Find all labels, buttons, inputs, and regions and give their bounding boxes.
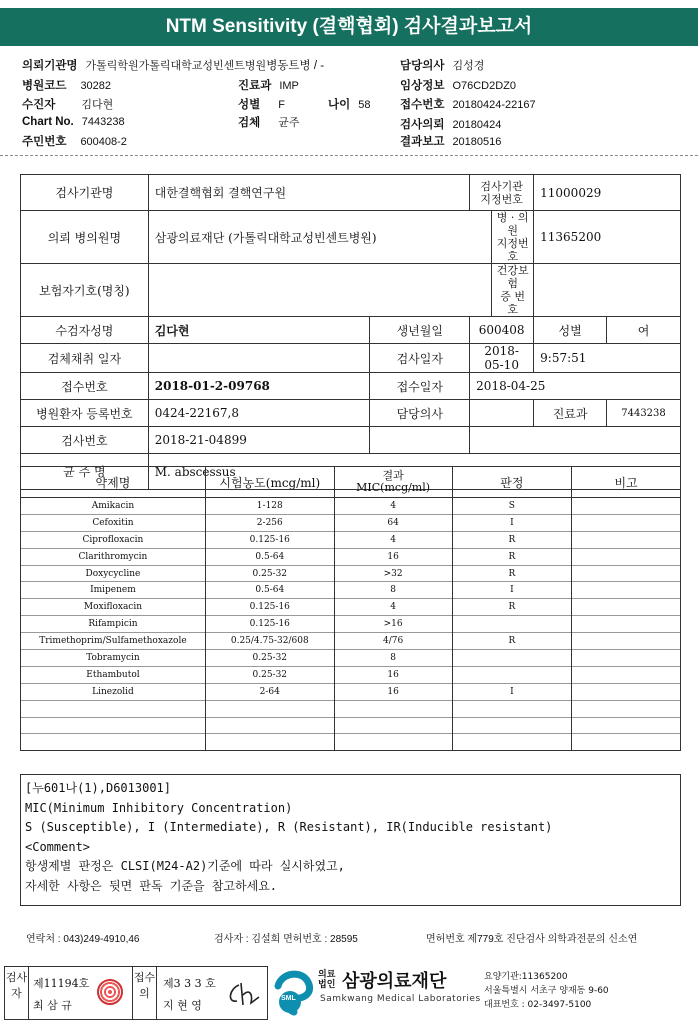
- drug-note: [572, 565, 681, 582]
- reception-date-value: 2018-04-25: [470, 373, 681, 400]
- reception-no-label: 접수번호: [21, 373, 149, 400]
- chart-field: Chart No. 7443238: [22, 116, 125, 128]
- license-text: 면허번호 제779호 진단검사 의학과전문의 신소연: [426, 934, 638, 945]
- strain-label: 균 주 명: [21, 454, 149, 490]
- institution-row: 의뢰기관명 가톨릭학원가톨릭대학교성빈센트병원병동트병 / -: [22, 60, 325, 72]
- drug-row: [21, 582, 681, 599]
- patient-field: 수진자 김다현: [22, 99, 114, 111]
- sig2-label: 접수의: [133, 967, 157, 1019]
- contact-text: 연락처 : 043)249-4910,46: [26, 934, 140, 945]
- drug-note: [572, 599, 681, 616]
- drug-row: [21, 531, 681, 548]
- hospital-label: 의뢰 병의원명: [21, 211, 149, 264]
- drug-row: [21, 498, 681, 515]
- drug-judge: R: [452, 633, 572, 650]
- dept-value: 7443238: [607, 400, 681, 427]
- age-field: 나이 58: [328, 99, 371, 111]
- lab-id-label: 검사기관 지정번호: [470, 175, 534, 211]
- org-block: [272, 966, 692, 1022]
- doctor-field: 담당의사 김성경: [400, 60, 485, 72]
- drug-judge: I: [452, 514, 572, 531]
- health-label: 건강보험 증 번 호: [492, 264, 534, 317]
- drug-name: Doxycycline: [21, 565, 206, 582]
- seal-stamp-icon: [97, 979, 123, 1005]
- reception-date-label: 접수일자: [370, 373, 470, 400]
- clinic-id-value: 11365200: [534, 211, 681, 264]
- drug-row: [21, 616, 681, 633]
- drug-judge: R: [452, 548, 572, 565]
- drug-mic: 64: [334, 514, 452, 531]
- drug-mic: >32: [334, 565, 452, 582]
- drug-conc: 2-64: [205, 683, 334, 700]
- drug-mic: 8: [334, 650, 452, 667]
- drug-judge: R: [452, 565, 572, 582]
- drug-judge: [452, 666, 572, 683]
- specimen-field: 검체 균주: [238, 117, 300, 129]
- sex-field: 성별 F: [238, 99, 285, 111]
- drug-name: [21, 717, 206, 734]
- collect-value: [148, 344, 370, 373]
- drug-judge: S: [452, 498, 572, 515]
- sig2-block: [157, 967, 267, 1019]
- insurer-label: 보험자기호(명칭): [21, 264, 149, 317]
- drug-row: [21, 666, 681, 683]
- note-line: 자세한 사항은 뒷면 판독 기준을 참고하세요.: [25, 878, 278, 893]
- sex-value: 여: [607, 317, 681, 344]
- birth-label: 생년월일: [370, 317, 470, 344]
- drug-conc: 0.25-32: [205, 565, 334, 582]
- exam-no-blank1: [370, 427, 470, 454]
- org-name: 삼광의료재단: [342, 971, 447, 991]
- drug-row: [21, 514, 681, 531]
- note-line: <Comment>: [25, 839, 91, 854]
- exam-no-label: 검사번호: [21, 427, 149, 454]
- notes-box: [20, 774, 681, 906]
- drug-judge: [452, 616, 572, 633]
- strain-value: M. abscessus: [148, 454, 680, 490]
- drug-mic: 16: [334, 548, 452, 565]
- sig2-no: 제3 3 3 호: [163, 977, 216, 990]
- request-field: 검사의뢰 20180424: [400, 119, 502, 131]
- drug-mic: 4/76: [334, 633, 452, 650]
- clinical-field: 임상정보 O76CD2DZ0: [400, 80, 517, 92]
- note-line: S (Susceptible), I (Intermediate), R (Resistant), IR(Inducible resistant): [25, 820, 553, 834]
- drug-conc: 0.25-32: [205, 666, 334, 683]
- report-date-field: 결과보고 20180516: [400, 136, 502, 148]
- drug-note: [572, 633, 681, 650]
- test-date-label: 검사일자: [370, 344, 470, 373]
- sig1-name: 최 삼 규: [33, 999, 72, 1012]
- org-abbr: SML: [281, 995, 296, 1002]
- clinic-id-label: 병 · 의원 지정번호: [492, 211, 534, 264]
- drug-conc: 0.5-64: [205, 582, 334, 599]
- sig1-block: [29, 967, 133, 1019]
- drug-judge: I: [452, 683, 572, 700]
- drug-mic: [334, 734, 452, 751]
- exam-no-blank2: [470, 427, 681, 454]
- drug-note: [572, 666, 681, 683]
- drug-conc: 0.125-16: [205, 616, 334, 633]
- birth-value: 600408: [470, 317, 534, 344]
- drug-conc: [205, 717, 334, 734]
- col-judge: 판정: [452, 467, 572, 498]
- drug-note: [572, 717, 681, 734]
- drug-name: Moxifloxacin: [21, 599, 206, 616]
- drug-name: [21, 734, 206, 751]
- doctor-label: 담당의사: [370, 400, 470, 427]
- collect-label: 검체채취 일자: [21, 344, 149, 373]
- drug-mic: 4: [334, 498, 452, 515]
- signature-box: [4, 966, 268, 1020]
- drug-conc: 1-128: [205, 498, 334, 515]
- drug-mic: 4: [334, 531, 452, 548]
- drug-table: [20, 466, 681, 751]
- drug-row: [21, 717, 681, 734]
- sig1-no: 제11194호: [33, 977, 90, 990]
- drug-conc: 0.125-16: [205, 531, 334, 548]
- drug-note: [572, 514, 681, 531]
- drug-name: Ethambutol: [21, 666, 206, 683]
- drug-judge: [452, 717, 572, 734]
- examiner-text: 검사자 : 김설희 면허번호 : 28595: [214, 934, 358, 945]
- exam-no-value: 2018-21-04899: [148, 427, 370, 454]
- drug-name: Cefoxitin: [21, 514, 206, 531]
- drug-row: [21, 683, 681, 700]
- sml-logo-icon: [272, 968, 318, 1018]
- drug-note: [572, 616, 681, 633]
- drug-name: Imipenem: [21, 582, 206, 599]
- drug-name: Trimethoprim/Sulfamethoxazole: [21, 633, 206, 650]
- patient-name-value: 김다현: [148, 317, 370, 344]
- drug-conc: 0.5-64: [205, 548, 334, 565]
- drug-mic: [334, 717, 452, 734]
- col-note: 비고: [572, 467, 681, 498]
- drug-mic: 16: [334, 666, 452, 683]
- drug-row: [21, 734, 681, 751]
- sig2-name: 지 현 영: [163, 999, 202, 1012]
- org-label: 의료 법인: [318, 970, 336, 990]
- info-table: [20, 174, 681, 490]
- lab-id-value: 11000029: [534, 175, 681, 211]
- drug-note: [572, 683, 681, 700]
- col-conc: 시험농도(mcg/ml): [205, 467, 334, 498]
- drug-row: [21, 599, 681, 616]
- drug-conc: [205, 700, 334, 717]
- drug-conc: [205, 734, 334, 751]
- drug-conc: 2-256: [205, 514, 334, 531]
- drug-name: Clarithromycin: [21, 548, 206, 565]
- drug-note: [572, 650, 681, 667]
- drug-row: [21, 633, 681, 650]
- drug-note: [572, 582, 681, 599]
- col-drug: 약제명: [21, 467, 206, 498]
- drug-name: Amikacin: [21, 498, 206, 515]
- dept-field: 진료과 IMP: [238, 80, 299, 92]
- drug-conc: 0.125-16: [205, 599, 334, 616]
- drug-judge: R: [452, 531, 572, 548]
- drug-name: Tobramycin: [21, 650, 206, 667]
- drug-name: Rifampicin: [21, 616, 206, 633]
- hospital-code-field: 병원코드 30282: [22, 80, 112, 92]
- reception-field: 접수번호 20180424-22167: [400, 99, 536, 111]
- signature-icon: [225, 981, 261, 1007]
- drug-mic: 4: [334, 599, 452, 616]
- reg-no-label: 병원환자 등록번호: [21, 400, 149, 427]
- drug-row: [21, 548, 681, 565]
- hospital-value: 삼광의료재단 (가톨릭대학교성빈센트병원): [148, 211, 491, 264]
- drug-judge: [452, 734, 572, 751]
- drug-name: Linezolid: [21, 683, 206, 700]
- drug-conc: 0.25-32: [205, 650, 334, 667]
- sig1-label: 검사자: [5, 967, 29, 1019]
- drug-note: [572, 498, 681, 515]
- reception-no-value: 2018-01-2-09768: [148, 373, 370, 400]
- note-line: [누601나(1),D6013001]: [25, 781, 172, 795]
- drug-mic: [334, 700, 452, 717]
- drug-mic: 16: [334, 683, 452, 700]
- drug-judge: I: [452, 582, 572, 599]
- id-field: 주민번호 600408-2: [22, 136, 127, 148]
- drug-name: Ciprofloxacin: [21, 531, 206, 548]
- drug-note: [572, 548, 681, 565]
- doctor-value: [470, 400, 534, 427]
- drug-row: [21, 650, 681, 667]
- reg-no-value: 0424-22167,8: [148, 400, 370, 427]
- patient-name-label: 수검자성명: [21, 317, 149, 344]
- health-value: [534, 264, 681, 317]
- report-title: NTM Sensitivity (결핵협회) 검사결과보고서: [0, 8, 698, 46]
- drug-row: [21, 700, 681, 717]
- org-contact: 요양기관:11365200 서울특별시 서초구 양재동 9-60 대표번호 : 02-3497-5100: [484, 972, 609, 1010]
- drug-name: [21, 700, 206, 717]
- drug-note: [572, 734, 681, 751]
- drug-mic: >16: [334, 616, 452, 633]
- note-line: 항생제별 판정은 CLSI(M24-A2)기준에 따라 실시하였고,: [25, 859, 345, 873]
- drug-judge: [452, 700, 572, 717]
- sex-label: 성별: [534, 317, 607, 344]
- note-line: MIC(Minimum Inhibitory Concentration): [25, 800, 293, 815]
- drug-mic: 8: [334, 582, 452, 599]
- lab-name-value: 대한결핵협회 결핵연구원: [148, 175, 469, 211]
- dept-label: 진료과: [534, 400, 607, 427]
- test-time-value: 9:57:51: [534, 344, 681, 373]
- drug-note: [572, 700, 681, 717]
- header-divider: [0, 155, 698, 156]
- drug-conc: 0.25/4.75-32/608: [205, 633, 334, 650]
- col-result: 결과 MIC(mcg/ml): [334, 467, 452, 498]
- test-date-value: 2018-05-10: [470, 344, 534, 373]
- drug-row: [21, 565, 681, 582]
- org-name-en: Samkwang Medical Laboratories: [320, 994, 481, 1004]
- drug-note: [572, 531, 681, 548]
- lab-name-label: 검사기관명: [21, 175, 149, 211]
- drug-judge: [452, 650, 572, 667]
- insurer-value: [148, 264, 491, 317]
- drug-judge: R: [452, 599, 572, 616]
